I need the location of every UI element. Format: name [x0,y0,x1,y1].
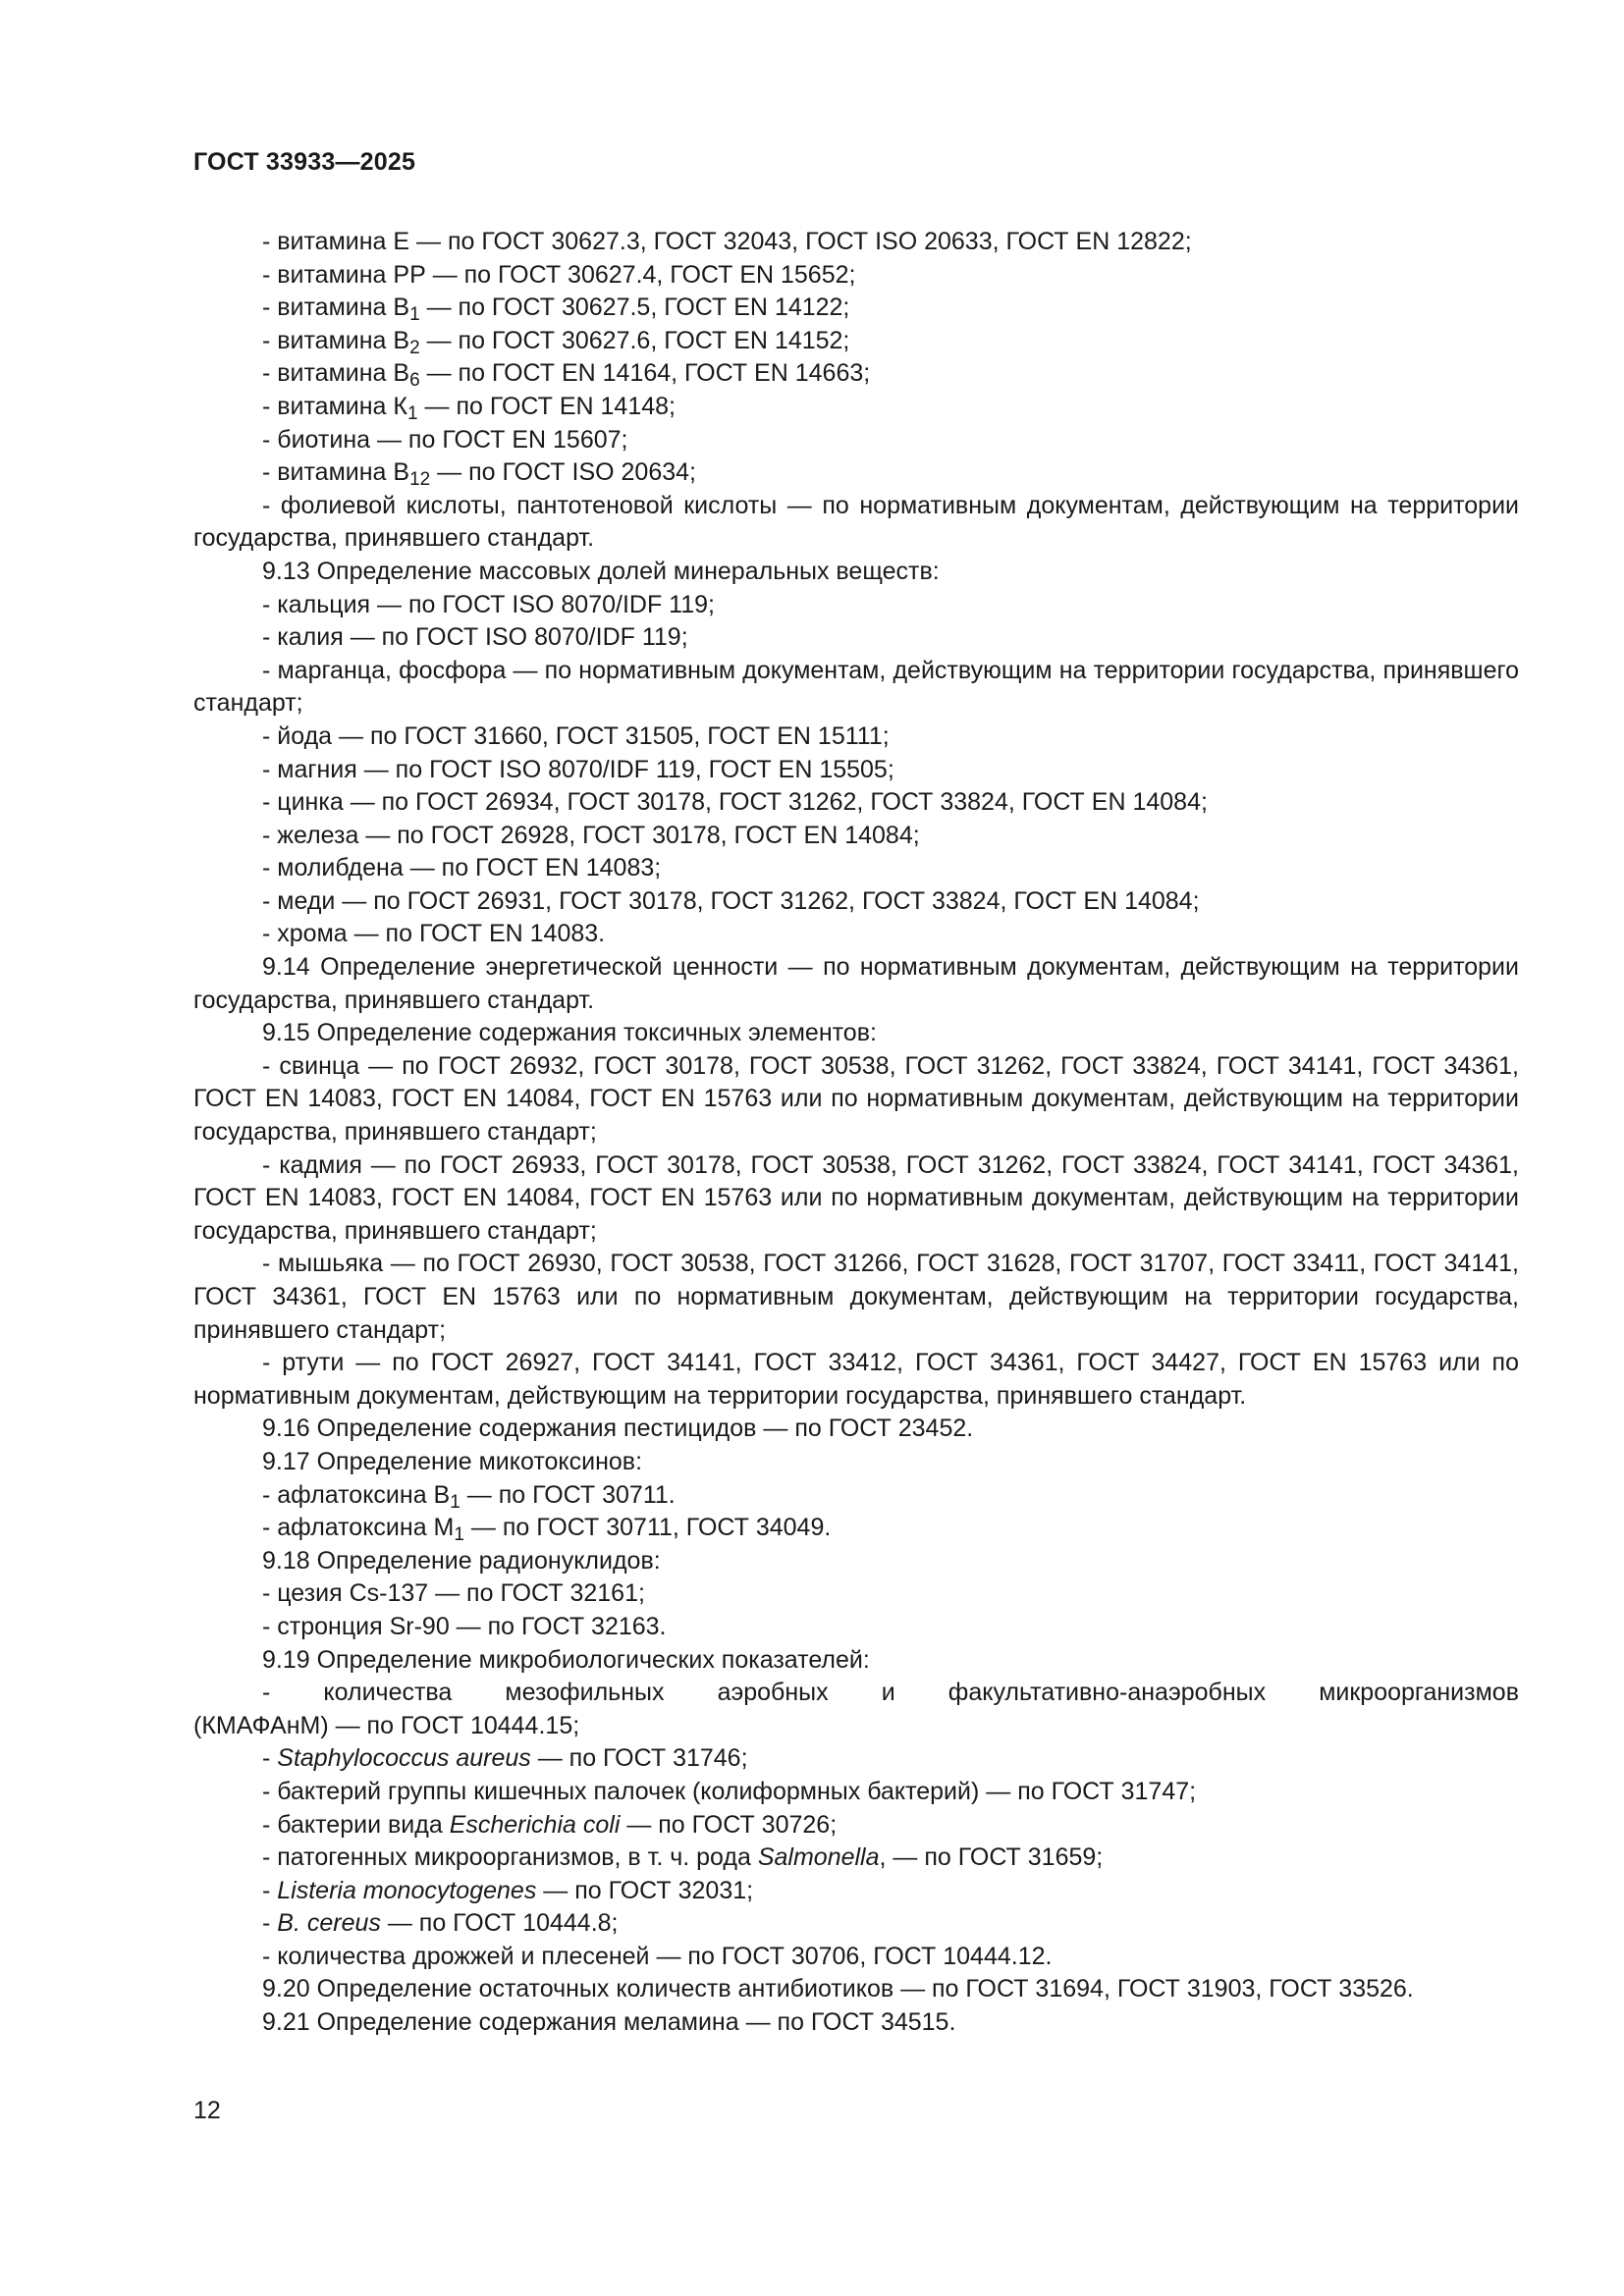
list-item: - витамина $В_{12}$ — по ГОСТ ISO 20634; [262,458,696,491]
list-item: - витамина РР — по ГОСТ 30627.4, ГОСТ EN 15652; [262,260,856,289]
list-item: - цинка — по ГОСТ 26934, ГОСТ 30178, ГОСТ 31262, ГОСТ 33824, ГОСТ EN 14084; [262,788,1208,817]
list-item: - Listeria monocytogenes — по ГОСТ 32031; [262,1876,754,1904]
list-item: - свинца — по ГОСТ 26932, ГОСТ 30178, ГОСТ 30538, ГОСТ 31262, ГОСТ 33824, ГОСТ 34141, ГОСТ 34361, ГОСТ EN 14083, ГОСТ EN 14084, ГОСТ EN 15763 или по нормативным документам, действующим на территории государства, принявшего стандарт; [193,1051,1519,1147]
list-item: - бактерии вида Escherichia coli — по ГОСТ 30726; [262,1810,838,1839]
list-item: - бактерий группы кишечных палочек (колиформных бактерий) — по ГОСТ 31747; [262,1777,1197,1805]
list-item: - мышьяка — по ГОСТ 26930, ГОСТ 30538, ГОСТ 31266, ГОСТ 31628, ГОСТ 31707, ГОСТ 33411, ГОСТ 34141, ГОСТ 34361, ГОСТ EN 15763 или по нормативным документам, действующим на территории государства, принявшего стандарт; [193,1250,1519,1344]
list-item: - витамина Е — по ГОСТ 30627.3, ГОСТ 32043, ГОСТ ISO 20633, ГОСТ EN 12822; [262,228,1192,255]
list-item: - витамина $К_1$ — по ГОСТ EN 14148; [262,392,676,424]
list-item: - биотина — по ГОСТ EN 15607; [262,425,628,454]
list-item: - кальция — по ГОСТ ISO 8070/IDF 119; [262,590,715,618]
list-item: - витамина $В_2$ — по ГОСТ 30627.6, ГОСТ EN 14152; [262,326,850,358]
list-item: - количества дрожжей и плесеней — по ГОСТ 30706, ГОСТ 10444.12. [262,1942,1053,1970]
list-item: - витамина $В_1$ — по ГОСТ 30627.5, ГОСТ EN 14122; [262,294,850,326]
list-item: - магния — по ГОСТ ISO 8070/IDF 119, ГОСТ EN 15505; [262,755,894,783]
list-item-continuation: (КМАФАнМ) — по ГОСТ 10444.15; [193,1711,580,1739]
list-item: - меди — по ГОСТ 26931, ГОСТ 30178, ГОСТ 31262, ГОСТ 33824, ГОСТ EN 14084; [262,886,1200,915]
list-item: - витамина $В_6$ — по ГОСТ EN 14164, ГОСТ EN 14663; [262,359,871,392]
section-paragraph: 9.16 Определение содержания пестицидов — по ГОСТ 23452. [262,1415,974,1443]
section-paragraph: 9.21 Определение содержания меламина — по ГОСТ 34515. [262,2008,956,2037]
list-item: - железа — по ГОСТ 26928, ГОСТ 30178, ГОСТ EN 14084; [262,821,920,849]
list-item: - B. cereus — по ГОСТ 10444.8; [262,1909,619,1938]
list-item: - Staphylococcus aureus — по ГОСТ 31746; [262,1744,748,1773]
section-heading: 9.19 Определение микробиологических показателей: [262,1645,870,1674]
list-item: - стронция Sr-90 — по ГОСТ 32163. [262,1612,667,1640]
section-paragraph: 9.20 Определение остаточных количеств антибиотиков — по ГОСТ 31694, ГОСТ 31903, ГОСТ 33526. [262,1975,1414,2003]
section-heading: 9.13 Определение массовых долей минеральных веществ: [262,557,940,585]
section-heading: 9.17 Определение микотоксинов: [262,1447,643,1475]
document-body [193,226,1519,2040]
document-header: ГОСТ 33933—2025 [193,148,416,176]
list-item: - йода — по ГОСТ 31660, ГОСТ 31505, ГОСТ EN 15111; [262,721,890,750]
list-item: - кадмия — по ГОСТ 26933, ГОСТ 30178, ГОСТ 30538, ГОСТ 31262, ГОСТ 33824, ГОСТ 34141, ГОСТ 34361, ГОСТ EN 14083, ГОСТ EN 14084, ГОСТ EN 15763 или по нормативным документам, действующим на территории государства, принявшего стандарт; [193,1150,1519,1245]
list-item: - молибдена — по ГОСТ EN 14083; [262,854,662,882]
list-item: - фолиевой кислоты, пантотеновой кислоты — по нормативным документам, действующим на территории государства, принявшего стандарт. [193,491,1519,553]
section-heading: 9.15 Определение содержания токсичных элементов: [262,1019,877,1047]
list-item: - количества мезофильных аэробных и факультативно-анаэробных микроорганизмов [262,1679,1519,1707]
page-number: 12 [193,2097,221,2124]
list-item: - афлатоксина $М_1$ — по ГОСТ 30711, ГОСТ 34049. [262,1514,832,1546]
list-item: - цезия Cs-137 — по ГОСТ 32161; [262,1579,645,1608]
list-item: - хрома — по ГОСТ EN 14083. [262,920,606,948]
list-item: - ртути — по ГОСТ 26927, ГОСТ 34141, ГОСТ 33412, ГОСТ 34361, ГОСТ 34427, ГОСТ EN 15763 или по нормативным документам, действующим на территории государства, принявшего стандарт. [193,1349,1519,1410]
list-item: - марганца, фосфора — по нормативным документам, действующим на территории государства, принявшего стандарт; [193,656,1519,718]
list-item: - патогенных микроорганизмов, в т. ч. рода Salmonella, — по ГОСТ 31659; [262,1843,1104,1872]
section-heading: 9.18 Определение радионуклидов: [262,1546,661,1575]
list-item: - афлатоксина $В_1$ — по ГОСТ 30711. [262,1480,676,1513]
section-paragraph: 9.14 Определение энергетической ценности — по нормативным документам, действующим на территории государства, принявшего стандарт. [193,953,1519,1014]
list-item: - калия — по ГОСТ ISO 8070/IDF 119; [262,623,688,652]
